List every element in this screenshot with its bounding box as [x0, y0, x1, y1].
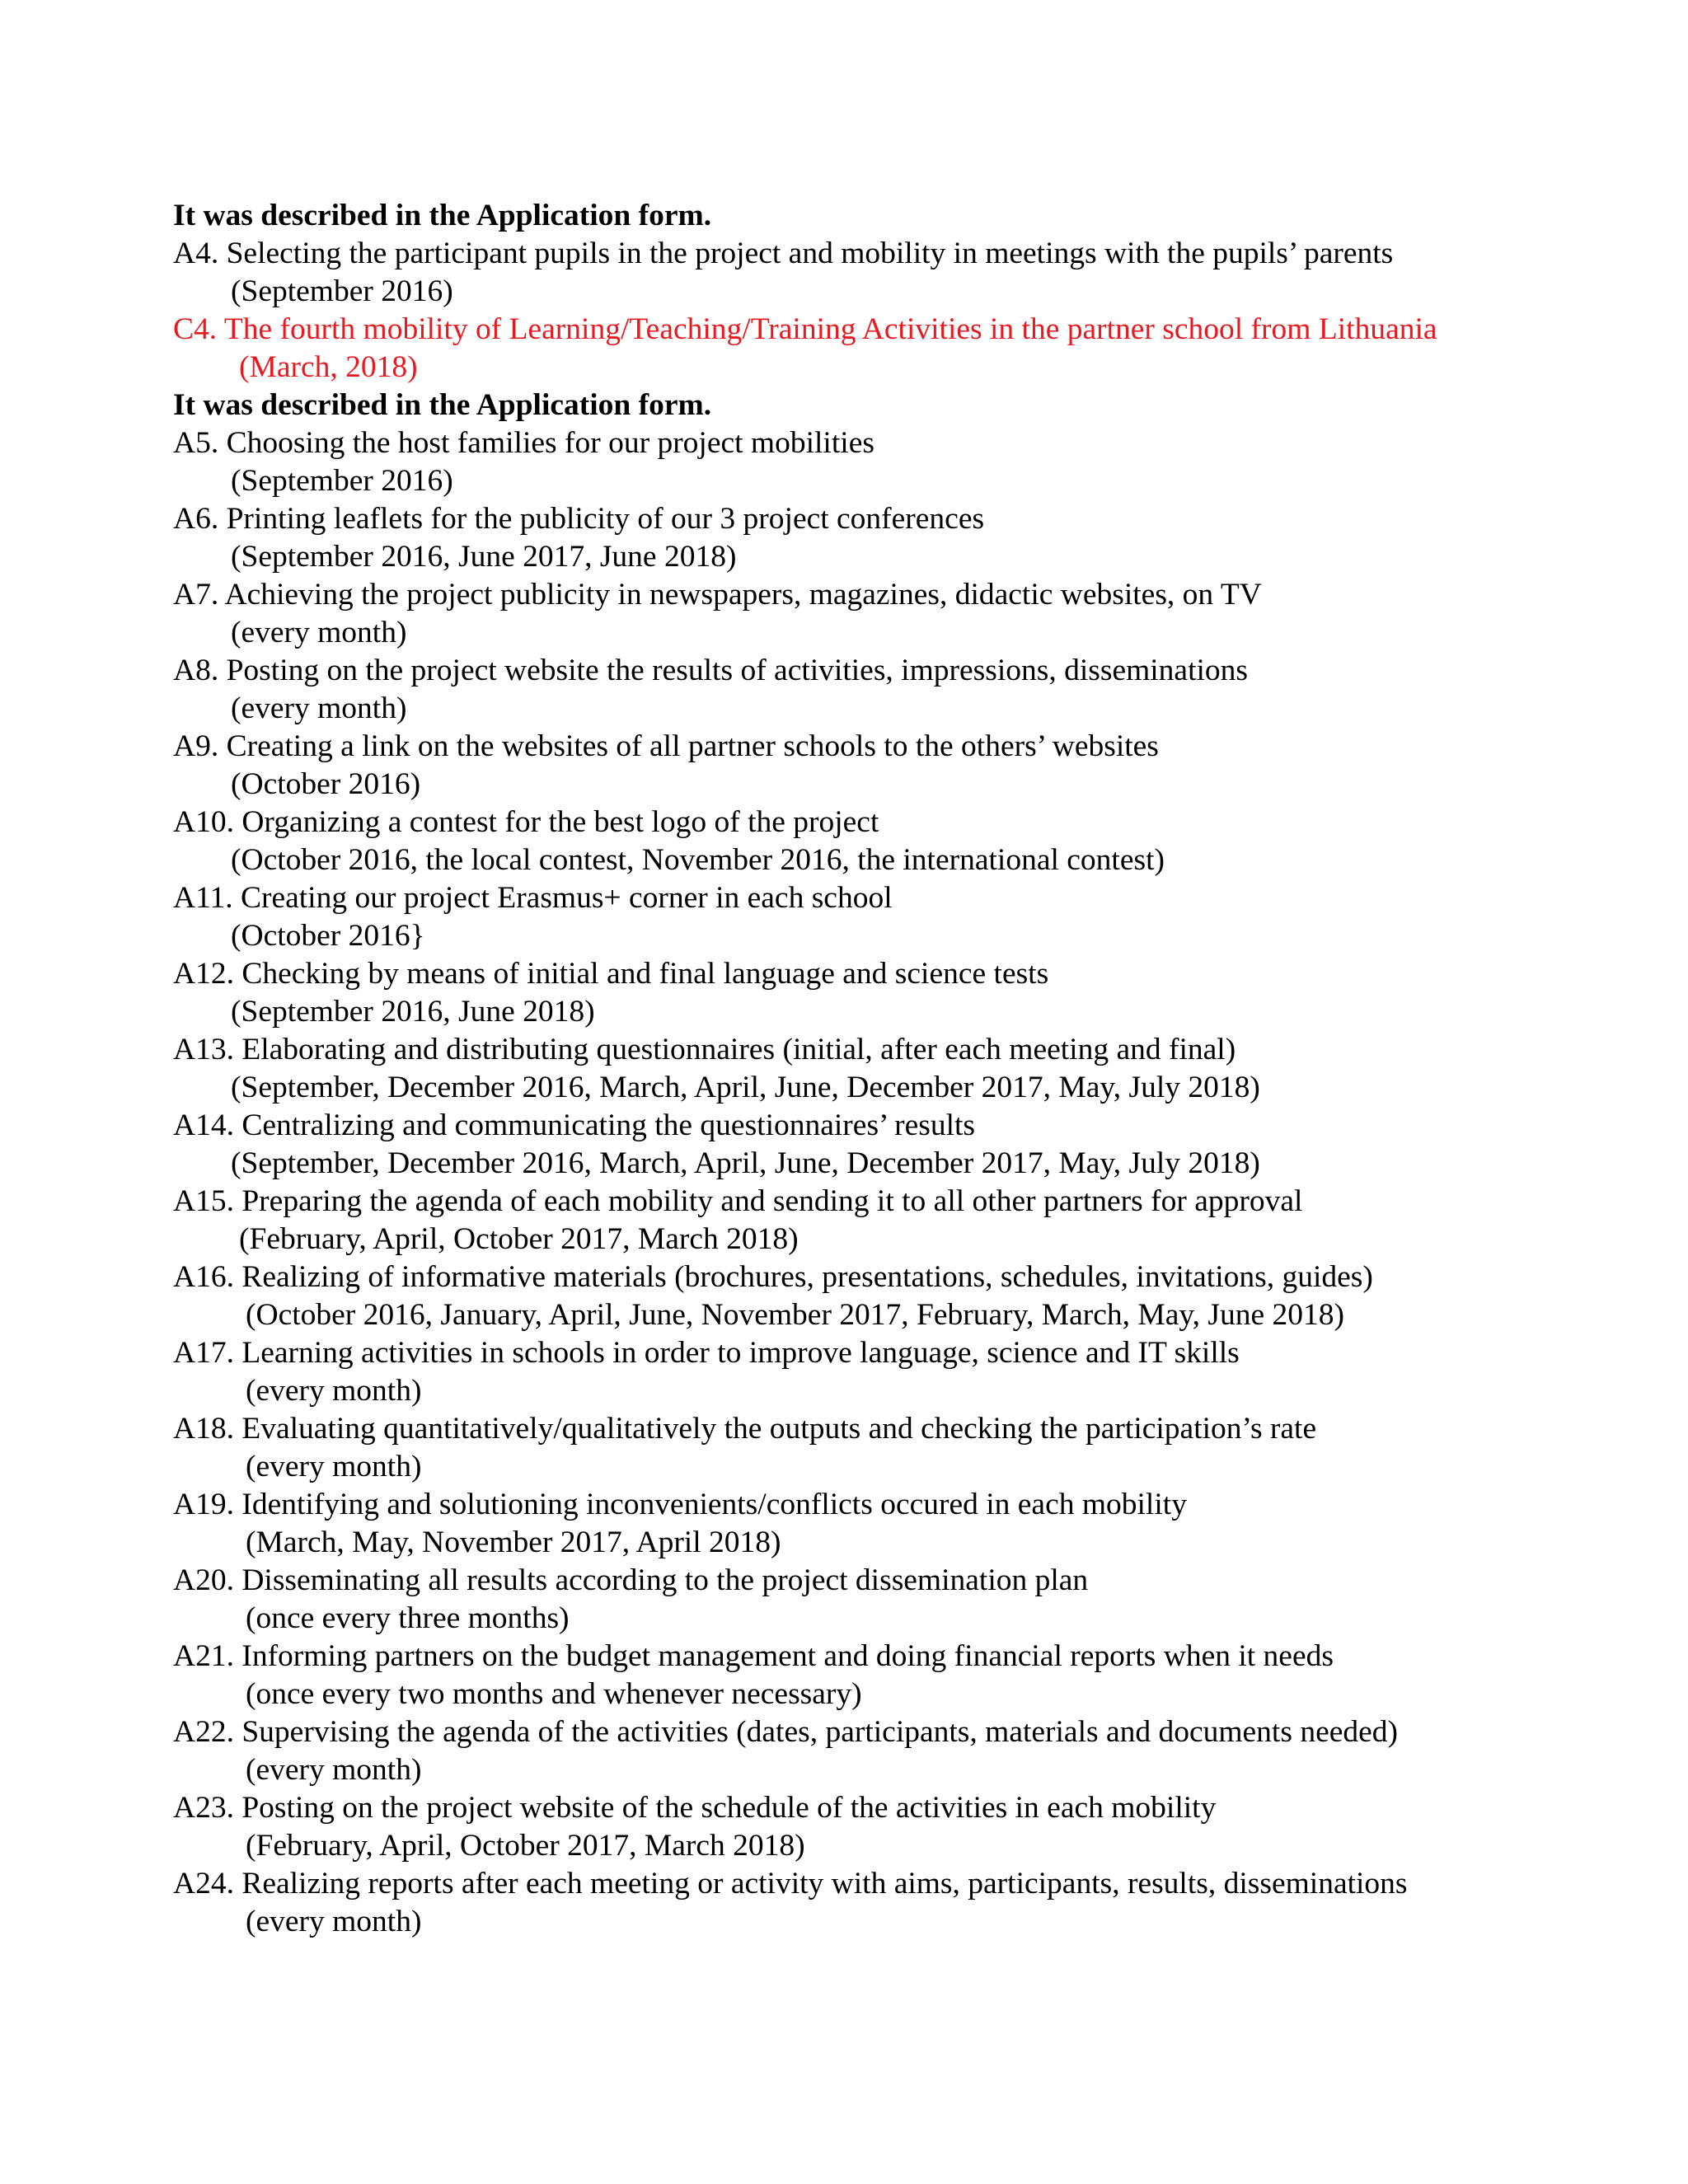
- activity-title-a23: A23. Posting on the project website of the schedule of the activities in each mobility: [173, 1791, 1217, 1825]
- activity-title-a13: A13. Elaborating and distributing questionnaires (initial, after each meeting and final): [173, 1033, 1236, 1066]
- activity-title-a8: A8. Posting on the project website the results of activities, impressions, disseminations: [173, 654, 1249, 687]
- document-body: [173, 197, 1574, 1941]
- activity-date-a23: (February, April, October 2017, March 2018): [246, 1829, 805, 1863]
- activity-title-a22: A22. Supervising the agenda of the activities (dates, participants, materials and documents needed): [173, 1715, 1398, 1749]
- activity-date-a16: (October 2016, January, April, June, November 2017, February, March, May, June 2018): [246, 1298, 1345, 1332]
- activity-title-a17: A17. Learning activities in schools in order to improve language, science and IT skills: [173, 1336, 1240, 1370]
- activity-date-c4: (March, 2018): [239, 350, 418, 384]
- activity-title-a7: A7. Achieving the project publicity in newspapers, magazines, didactic websites, on TV: [173, 578, 1262, 612]
- activity-title-a10: A10. Organizing a contest for the best logo of the project: [173, 805, 879, 839]
- activity-title-c4: C4. The fourth mobility of Learning/Teaching/Training Activities in the partner school from Lithuania: [173, 312, 1437, 346]
- activity-date-a4: (September 2016): [231, 274, 453, 308]
- activity-date-a20: (once every three months): [246, 1601, 570, 1635]
- activity-title-a19: A19. Identifying and solutioning inconvenients/conflicts occured in each mobility: [173, 1488, 1187, 1521]
- activity-title-a4: A4. Selecting the participant pupils in the project and mobility in meetings with the pupils’ parents: [173, 237, 1394, 270]
- activity-title-a9: A9. Creating a link on the websites of all partner schools to the others’ websites: [173, 729, 1159, 763]
- activity-date-a8: (every month): [231, 691, 407, 725]
- activity-title-a5: A5. Choosing the host families for our project mobilities: [173, 426, 874, 460]
- activity-date-a11: (October 2016}: [231, 919, 425, 953]
- activity-date-a14: (September, December 2016, March, April, June, December 2017, May, July 2018): [231, 1146, 1260, 1180]
- activity-title-a20: A20. Disseminating all results according to the project dissemination plan: [173, 1563, 1089, 1597]
- activity-title-a24: A24. Realizing reports after each meeting or activity with aims, participants, results, disseminations: [173, 1867, 1408, 1900]
- activity-date-a5: (September 2016): [231, 464, 453, 498]
- activity-date-a12: (September 2016, June 2018): [231, 995, 595, 1029]
- activity-date-a22: (every month): [246, 1753, 422, 1787]
- activity-date-a19: (March, May, November 2017, April 2018): [246, 1526, 781, 1559]
- activity-title-a16: A16. Realizing of informative materials (brochures, presentations, schedules, invitations, guides): [173, 1260, 1373, 1294]
- activity-date-a15: (February, April, October 2017, March 2018): [239, 1222, 799, 1256]
- activity-date-a21: (once every two months and whenever necessary): [246, 1677, 862, 1711]
- activity-date-a17: (every month): [246, 1374, 422, 1408]
- activity-title-a15: A15. Preparing the agenda of each mobility and sending it to all other partners for approval: [173, 1184, 1303, 1218]
- activity-title-a21: A21. Informing partners on the budget management and doing financial reports when it needs: [173, 1639, 1334, 1673]
- activity-title-a14: A14. Centralizing and communicating the questionnaires’ results: [173, 1108, 976, 1142]
- activity-date-a6: (September 2016, June 2017, June 2018): [231, 540, 737, 574]
- activity-date-a24: (every month): [246, 1905, 422, 1938]
- activity-title-a12: A12. Checking by means of initial and final language and science tests: [173, 957, 1049, 991]
- activity-date-a13: (September, December 2016, March, April, June, December 2017, May, July 2018): [231, 1071, 1260, 1104]
- activity-date-a9: (October 2016): [231, 767, 421, 801]
- activity-date-a10: (October 2016, the local contest, November 2016, the international contest): [231, 843, 1165, 877]
- activity-date-a18: (every month): [246, 1450, 422, 1483]
- activity-title-a11: A11. Creating our project Erasmus+ corner in each school: [173, 881, 893, 915]
- activity-title-a18: A18. Evaluating quantitatively/qualitatively the outputs and checking the participation’s rate: [173, 1412, 1317, 1446]
- activity-date-a7: (every month): [231, 616, 407, 649]
- activity-title-a6: A6. Printing leaflets for the publicity of our 3 project conferences: [173, 502, 985, 536]
- section-heading: It was described in the Application form.: [173, 388, 712, 422]
- section-heading: It was described in the Application form.: [173, 199, 712, 232]
